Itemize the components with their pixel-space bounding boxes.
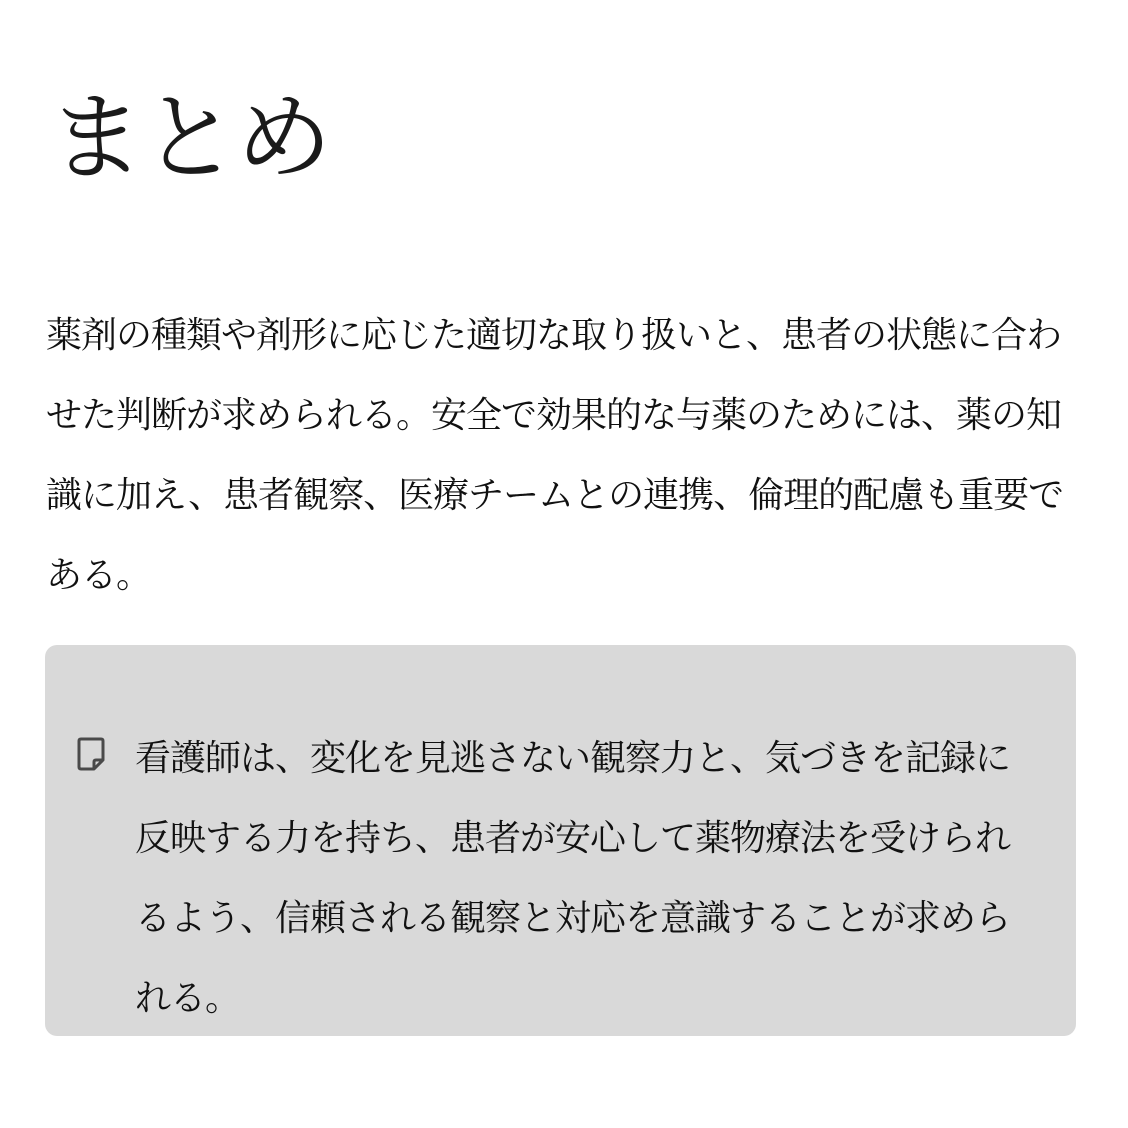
callout-box [45, 645, 1076, 1036]
callout-text: 看護師は、変化を見逃さない観察力と、気づきを記録に反映する力を持ち、患者が安心して薬物療法を受けられるよう、信頼される観察と対応を意識することが求められる。 [135, 738, 1011, 1019]
page-title: まとめ [48, 82, 330, 194]
note-icon [77, 736, 105, 772]
summary-paragraph: 薬剤の種類や剤形に応じた適切な取り扱いと、患者の状態に合わせた判断が求められる。安全で効果的な与薬のためには、薬の知識に加え、患者観察、医療チームとの連携、倫理的配慮も重要である。 [46, 315, 1064, 596]
